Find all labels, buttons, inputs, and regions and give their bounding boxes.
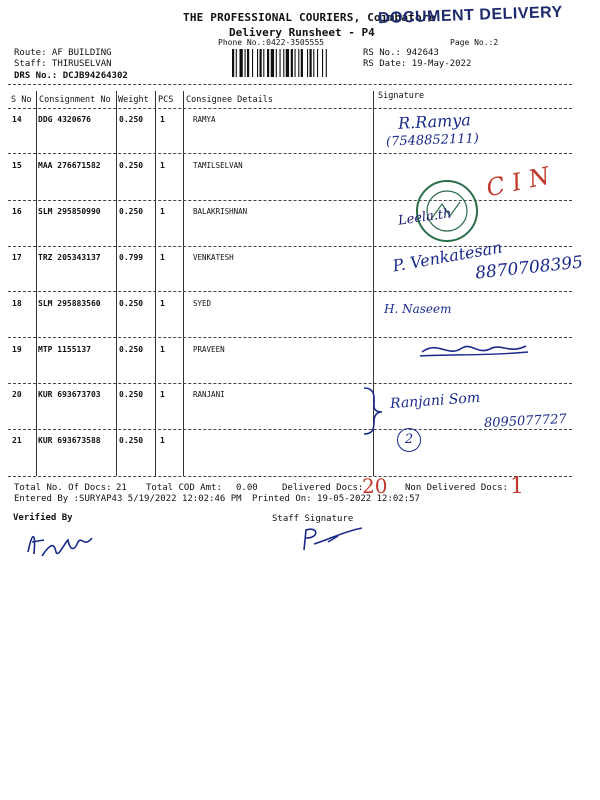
row-separator [8, 383, 572, 384]
signature-row16: Leela.th [397, 206, 453, 229]
row-consignee: RAMYA [193, 115, 216, 124]
row-weight: 0.250 [119, 299, 144, 308]
phone-row20: 8095077727 [483, 411, 568, 432]
row-sno: 14 [12, 115, 22, 124]
row-consignment: KUR 693673588 [38, 436, 101, 445]
route-label: Route: AF BUILDING [14, 48, 112, 58]
row-pcs: 1 [160, 390, 165, 399]
rs-number: RS No.: 942643 [363, 48, 439, 58]
signature-row18: H. Naseem [384, 302, 452, 316]
row-sno: 18 [12, 299, 22, 308]
row-pcs: 1 [160, 345, 165, 354]
brace-mark [360, 384, 388, 436]
signature-row17: P. Venkatesan [391, 237, 504, 276]
cin-mark: C I N [483, 161, 553, 203]
col-header-pcs: PCS [158, 95, 174, 105]
row-consignment: DDG 4320676 [38, 115, 91, 124]
total-cod-value: 0.00 [236, 483, 258, 493]
row-pcs: 1 [160, 161, 165, 170]
runsheet-title: Delivery Runsheet - P4 [229, 26, 375, 39]
row-sno: 16 [12, 207, 22, 216]
row-consignment: SLM 295883560 [38, 299, 101, 308]
col-divider [155, 91, 156, 476]
entered-by: Entered By :SURYAP43 5/19/2022 12:02:46 PM [14, 494, 242, 504]
delivered-docs-count: 20 [362, 474, 388, 498]
col-header-weight: Weight [118, 95, 149, 105]
signature-row14: R.Ramya [397, 110, 472, 133]
row-consignment: TRZ 205343137 [38, 253, 101, 262]
verified-by-signature [22, 522, 102, 560]
row-weight: 0.250 [119, 345, 144, 354]
staff-label: Staff: THIRUSELVAN [14, 59, 112, 69]
phone-row17: 8870708395 [474, 252, 584, 284]
col-header-consignee: Consignee Details [186, 95, 273, 105]
row-consignment: SLM 295850990 [38, 207, 101, 216]
row-consignee: RANJANI [193, 390, 225, 399]
col-header-sno: S No [11, 95, 32, 105]
col-divider [36, 91, 37, 476]
row-weight: 0.250 [119, 390, 144, 399]
page-number: Page No.:2 [450, 38, 499, 47]
row-consignee: PRAVEEN [193, 345, 225, 354]
table-header-rule [8, 108, 572, 109]
document-delivery-stamp: DOCUMENT DELIVERY [377, 3, 564, 28]
total-docs-value: 21 [116, 483, 127, 493]
row-consignee: TAMILSELVAN [193, 161, 243, 170]
row-weight: 0.250 [119, 161, 144, 170]
row-pcs: 1 [160, 115, 165, 124]
table-top-rule [8, 84, 572, 85]
row-pcs: 1 [160, 207, 165, 216]
row-separator [8, 291, 572, 292]
row-weight: 0.250 [119, 115, 144, 124]
total-cod-label: Total COD Amt: [146, 483, 222, 493]
row-sno: 19 [12, 345, 22, 354]
drs-number: DRS No.: DCJB94264302 [14, 71, 128, 81]
rs-date: RS Date: 19-May-2022 [363, 59, 472, 69]
signature-row20: Ranjani Som [389, 389, 481, 413]
row-sno: 17 [12, 253, 22, 262]
row-pcs: 1 [160, 436, 165, 445]
printed-on: Printed On: 19-05-2022 12:02:57 [252, 494, 420, 504]
staff-signature-label: Staff Signature [272, 514, 354, 524]
row-sno: 20 [12, 390, 22, 399]
row-consignment: MTP 1155137 [38, 345, 91, 354]
col-divider [116, 91, 117, 476]
verified-by-label: Verified By [13, 513, 73, 523]
col-divider [183, 91, 184, 476]
row-weight: 0.799 [119, 253, 144, 262]
row-pcs: 1 [160, 299, 165, 308]
row-pcs: 1 [160, 253, 165, 262]
circled-number: 2 [397, 428, 421, 452]
non-delivered-docs-count: 1 [510, 474, 524, 499]
barcode [232, 49, 356, 77]
staff-signature [298, 522, 368, 554]
row-separator [8, 153, 572, 154]
row-consignment: MAA 276671582 [38, 161, 101, 170]
total-docs-label: Total No. Of Docs: [14, 483, 112, 493]
row-consignee: SYED [193, 299, 212, 308]
col-header-consignment: Consignment No [39, 95, 111, 105]
row-weight: 0.250 [119, 207, 144, 216]
row-sno: 15 [12, 161, 22, 170]
row-consignee: VENKATESH [193, 253, 234, 262]
signature-row19 [418, 336, 530, 362]
company-name: THE PROFESSIONAL COURIERS, Coimbatore [183, 11, 436, 24]
row-weight: 0.250 [119, 436, 144, 445]
delivered-docs-label: Delivered Docs: [282, 483, 364, 493]
col-header-signature: Signature [378, 91, 425, 101]
row-separator [8, 200, 572, 201]
phone-row14: (7548852111) [385, 131, 480, 150]
row-consignee: BALAKRISHNAN [193, 207, 248, 216]
phone-number: Phone No.:0422-3505555 [218, 38, 324, 47]
row-consignment: KUR 693673703 [38, 390, 101, 399]
table-bottom-rule [8, 476, 572, 477]
row-sno: 21 [12, 436, 22, 445]
non-delivered-docs-label: Non Delivered Docs: [405, 483, 508, 493]
